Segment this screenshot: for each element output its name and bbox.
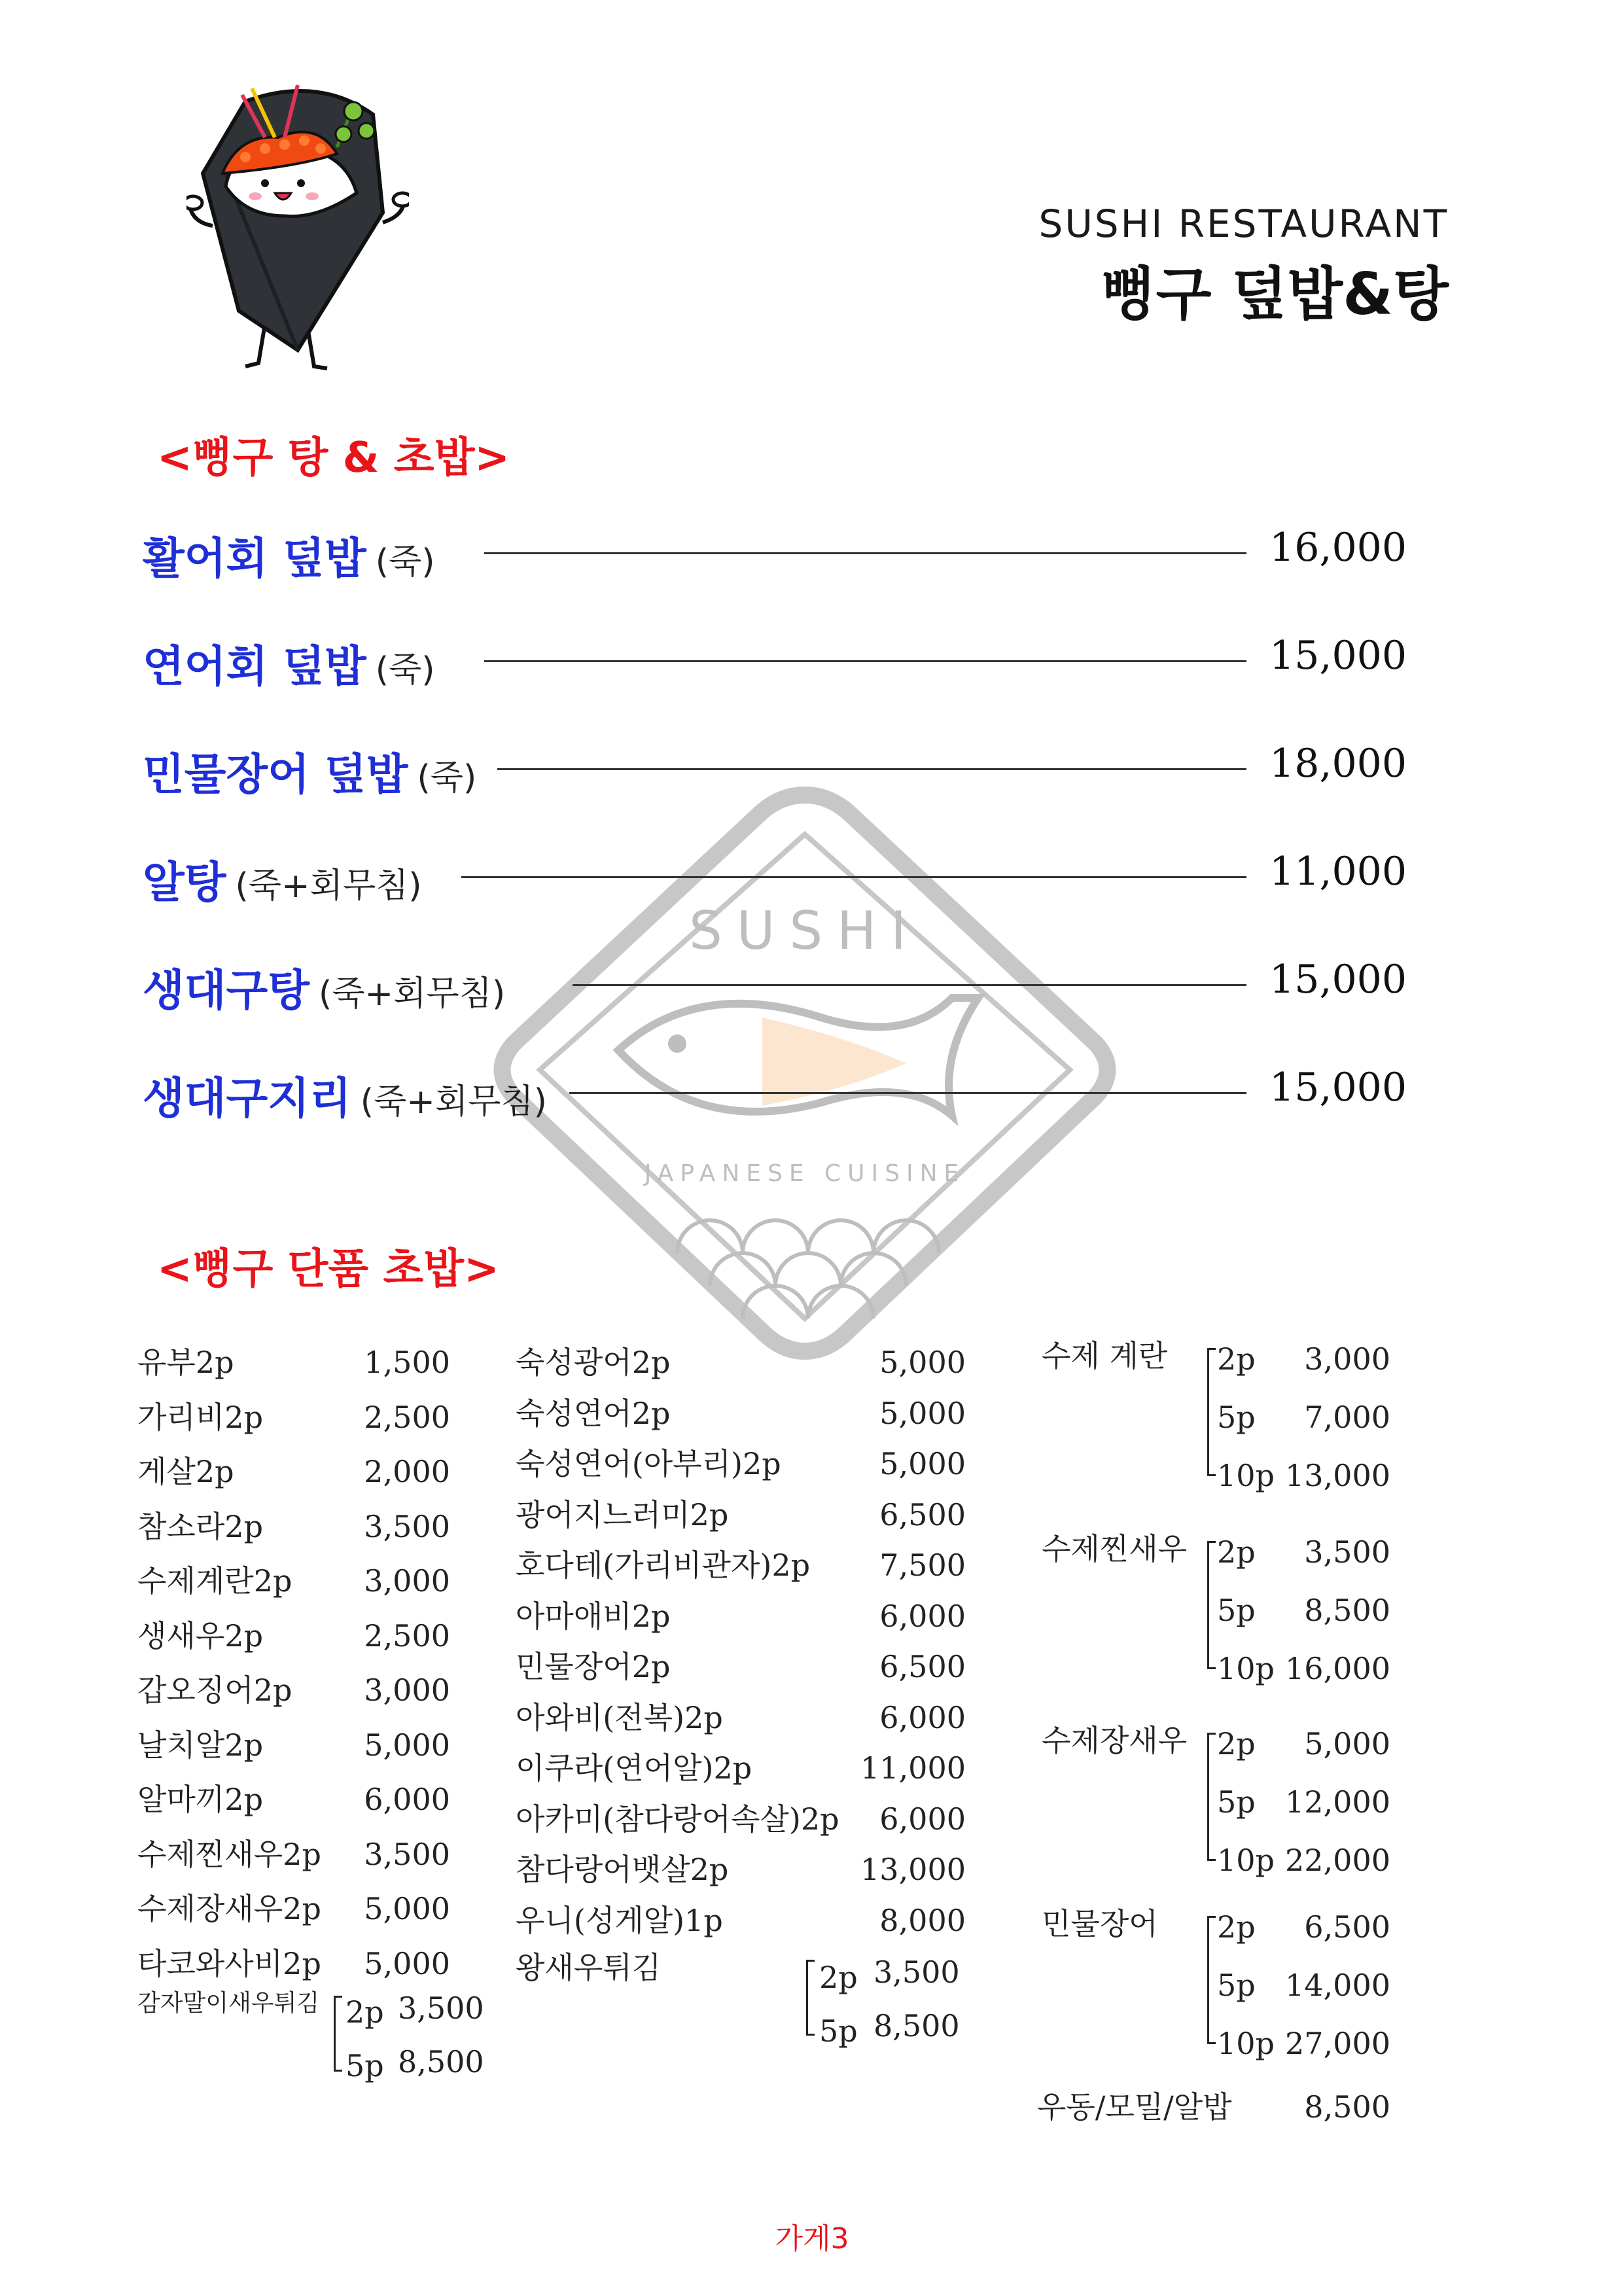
menu-item xyxy=(137,1827,450,1882)
restaurant-subtitle: SUSHI RESTAURANT xyxy=(1038,202,1449,246)
dish-name: 생대구지리 xyxy=(143,1073,351,1123)
item-name: 감자말이새우튀김 xyxy=(137,1990,320,2017)
tier-qty: 5p xyxy=(345,2048,384,2083)
dish-note: (죽) xyxy=(375,650,435,690)
item-price: 6,000 xyxy=(879,1598,966,1634)
item-name: 아카미(참다랑어속살)2p xyxy=(516,1801,839,1837)
dish-name: 민물장어 덮밥 xyxy=(143,749,408,800)
menu-item xyxy=(1037,2079,1390,2134)
leader-line xyxy=(484,660,1246,662)
item-price: 11,000 xyxy=(860,1750,966,1786)
tier-qty: 10p xyxy=(1217,2026,1275,2061)
item-name: 가리비2p xyxy=(137,1399,264,1435)
menu-item xyxy=(137,1390,450,1445)
menu-item xyxy=(516,1893,966,1948)
dish-name: 생대구탕 xyxy=(143,965,310,1016)
leader-line xyxy=(573,984,1246,986)
tier-price: 13,000 xyxy=(1285,1458,1390,1493)
section-heading-single-sushi: <뻥구 단품 초밥> xyxy=(157,1245,499,1294)
item-name: 광어지느러미2p xyxy=(516,1496,729,1532)
item-name: 유부2p xyxy=(137,1345,234,1380)
menu-item xyxy=(137,1718,450,1773)
dish-price: 16,000 xyxy=(1269,525,1407,571)
dish-name: 알탕 xyxy=(143,857,226,908)
menu-row xyxy=(143,1063,1412,1122)
tier-qty: 2p xyxy=(819,1960,858,1995)
menu-item xyxy=(516,1842,966,1897)
item-name: 게살2p xyxy=(137,1454,234,1489)
item-name: 참소라2p xyxy=(137,1508,264,1544)
item-price: 6,000 xyxy=(879,1699,966,1735)
item-price: 5,000 xyxy=(364,1945,450,1981)
tier-price: 27,000 xyxy=(1285,2026,1390,2061)
dish-note: (죽+회무침) xyxy=(360,1082,547,1122)
tier-qty: 2p xyxy=(345,1994,384,2030)
item-name: 아와비(전복)2p xyxy=(516,1699,723,1735)
item-name: 수제계란2p xyxy=(137,1563,292,1599)
dish-name: 활어회 덮밥 xyxy=(143,533,366,584)
menu-row xyxy=(143,847,1412,906)
menu-item xyxy=(516,1386,966,1441)
watermark-top-text: SUSHI xyxy=(689,900,921,961)
dish-note: (죽) xyxy=(375,542,435,582)
menu-item xyxy=(137,1881,450,1936)
menu-item xyxy=(137,1608,450,1663)
tier-qty: 5p xyxy=(1217,1968,1256,2003)
item-price: 5,000 xyxy=(364,1727,450,1763)
item-price: 2,500 xyxy=(364,1399,450,1435)
item-name: 수제찐새우2p xyxy=(137,1836,321,1872)
item-price: 3,500 xyxy=(364,1836,450,1872)
bracket xyxy=(1207,1348,1216,1476)
bracket xyxy=(1207,1733,1216,1861)
tier-price: 14,000 xyxy=(1285,1968,1390,2003)
item-name: 호다테(가리비관자)2p xyxy=(516,1547,811,1583)
bracket xyxy=(334,1996,342,2072)
tier-qty: 5p xyxy=(819,2013,858,2049)
menu-row xyxy=(143,739,1412,798)
item-name: 알마끼2p xyxy=(137,1782,264,1817)
tier-price: 8,500 xyxy=(1304,1593,1390,1628)
menu-item xyxy=(137,1553,450,1608)
item-price: 3,000 xyxy=(364,1563,450,1599)
tier-price: 3,500 xyxy=(398,1990,484,2026)
dish-price: 15,000 xyxy=(1269,1065,1407,1110)
item-price: 2,000 xyxy=(364,1454,450,1489)
tier-price: 8,500 xyxy=(398,2044,484,2079)
item-price: 6,500 xyxy=(879,1496,966,1532)
dish-price: 15,000 xyxy=(1269,633,1407,679)
tier-qty: 10p xyxy=(1217,1458,1275,1493)
item-price: 8,500 xyxy=(1304,2089,1390,2125)
page-footer: 가게3 xyxy=(775,2222,849,2255)
item-name: 날치알2p xyxy=(137,1727,264,1763)
item-price: 6,000 xyxy=(879,1801,966,1837)
item-name: 갑오징어2p xyxy=(137,1672,292,1708)
leader-line xyxy=(497,768,1246,770)
tier-qty: 2p xyxy=(1217,1341,1256,1377)
item-name: 민물장어2p xyxy=(516,1649,671,1684)
group-name: 수제장새우 xyxy=(1042,1723,1188,1758)
menu-row xyxy=(143,631,1412,690)
item-price: 2,500 xyxy=(364,1618,450,1653)
bracket xyxy=(1207,1541,1216,1669)
watermark-arc-text: JAPANESE CUISINE xyxy=(644,1160,966,1187)
menu-row xyxy=(143,955,1412,1014)
tier-qty: 5p xyxy=(1217,1784,1256,1820)
tier-qty: 10p xyxy=(1217,1651,1275,1686)
dish-note: (죽+회무침) xyxy=(319,974,506,1014)
tier-price: 7,000 xyxy=(1304,1400,1390,1435)
tier-qty: 5p xyxy=(1217,1400,1256,1435)
menu-item xyxy=(516,1436,966,1491)
tier-price: 3,000 xyxy=(1304,1341,1390,1377)
section-heading-soup-sushi: <뻥구 탕 & 초밥> xyxy=(157,434,510,482)
item-name: 왕새우튀김 xyxy=(516,1950,662,1985)
item-price: 7,500 xyxy=(879,1547,966,1583)
tier-price: 3,500 xyxy=(1304,1534,1390,1570)
menu-item xyxy=(137,1772,450,1827)
menu-item xyxy=(137,1444,450,1499)
item-name: 수제장새우2p xyxy=(137,1891,321,1926)
item-name: 우니(성게알)1p xyxy=(516,1902,723,1938)
item-price: 6,000 xyxy=(364,1782,450,1817)
leader-line xyxy=(461,876,1246,878)
item-price: 3,000 xyxy=(364,1672,450,1708)
menu-item xyxy=(516,1538,966,1593)
item-price: 5,000 xyxy=(879,1345,966,1380)
item-name: 타코와사비2p xyxy=(137,1945,321,1981)
item-name: 아마애비2p xyxy=(516,1598,671,1634)
item-name: 숙성연어2p xyxy=(516,1395,671,1431)
menu-item xyxy=(516,1741,966,1795)
menu-item xyxy=(137,1499,450,1554)
menu-item xyxy=(516,1335,966,1390)
item-name: 우동/모밀/알밥 xyxy=(1037,2089,1232,2125)
item-name: 참다랑어뱃살2p xyxy=(516,1852,729,1887)
item-name: 숙성연어(아부리)2p xyxy=(516,1446,781,1481)
tier-price: 16,000 xyxy=(1285,1651,1390,1686)
item-name: 생새우2p xyxy=(137,1618,264,1653)
menu-item xyxy=(516,1639,966,1694)
leader-line xyxy=(569,1092,1246,1094)
tier-qty: 5p xyxy=(1217,1593,1256,1628)
menu-item xyxy=(516,1792,966,1847)
item-name: 숙성광어2p xyxy=(516,1345,671,1380)
group-name: 민물장어 xyxy=(1042,1906,1158,1941)
tier-price: 8,500 xyxy=(874,2008,960,2043)
menu-row xyxy=(143,523,1412,582)
item-price: 5,000 xyxy=(364,1891,450,1926)
dish-name: 연어회 덮밥 xyxy=(143,641,366,692)
bracket xyxy=(1207,1916,1216,2044)
tier-price: 12,000 xyxy=(1285,1784,1390,1820)
tier-qty: 2p xyxy=(1217,1909,1256,1945)
tier-price: 6,500 xyxy=(1304,1909,1390,1945)
item-price: 3,500 xyxy=(364,1508,450,1544)
menu-item xyxy=(516,1589,966,1644)
item-name: 이쿠라(연어알)2p xyxy=(516,1750,752,1786)
sushi-mascot-illustration xyxy=(186,75,409,376)
menu-item xyxy=(137,1335,450,1390)
tier-qty: 10p xyxy=(1217,1843,1275,1878)
restaurant-title: 뻥구 덮밥&탕 xyxy=(1100,260,1449,328)
menu-item xyxy=(516,1487,966,1542)
item-price: 6,500 xyxy=(879,1649,966,1684)
tier-qty: 2p xyxy=(1217,1534,1256,1570)
leader-line xyxy=(484,552,1246,554)
dish-note: (죽) xyxy=(417,758,477,798)
item-price: 8,000 xyxy=(879,1902,966,1938)
dish-price: 11,000 xyxy=(1269,849,1407,894)
item-price: 13,000 xyxy=(860,1852,966,1887)
menu-item xyxy=(137,1663,450,1718)
tier-price: 5,000 xyxy=(1304,1726,1390,1761)
tier-qty: 2p xyxy=(1217,1726,1256,1761)
dish-price: 15,000 xyxy=(1269,957,1407,1002)
group-name: 수제찐새우 xyxy=(1042,1531,1188,1566)
dish-note: (죽+회무침) xyxy=(235,866,422,906)
item-price: 5,000 xyxy=(879,1446,966,1481)
bracket xyxy=(806,1960,815,2036)
dish-price: 18,000 xyxy=(1269,741,1407,787)
tier-price: 22,000 xyxy=(1285,1843,1390,1878)
menu-item xyxy=(516,1690,966,1745)
tier-price: 3,500 xyxy=(874,1954,960,1990)
item-price: 5,000 xyxy=(879,1395,966,1431)
group-name: 수제 계란 xyxy=(1042,1338,1168,1373)
item-price: 1,500 xyxy=(364,1345,450,1380)
